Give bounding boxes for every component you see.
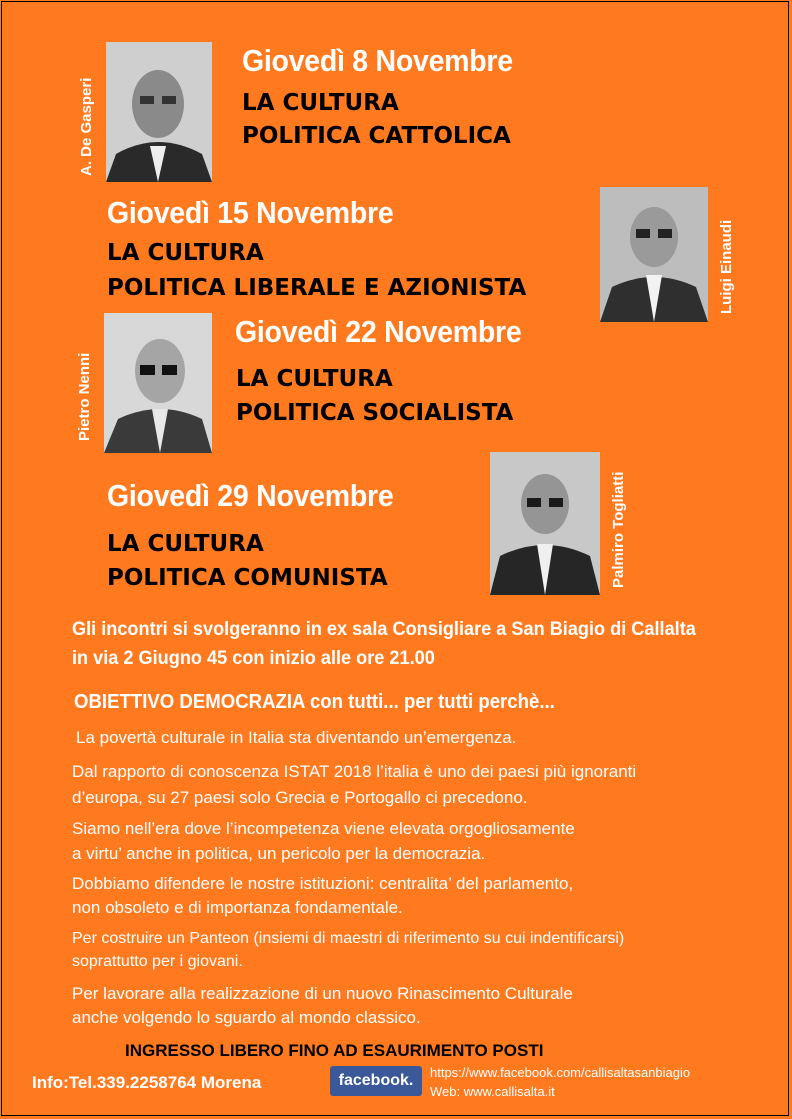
photo-nenni bbox=[104, 313, 212, 453]
photo-togliatti bbox=[490, 452, 600, 595]
photo-einaudi bbox=[600, 187, 708, 322]
event-2-date: Giovedì 15 Novembre bbox=[107, 195, 394, 230]
event-4-line2: POLITICA COMUNISTA bbox=[107, 565, 388, 591]
portrait-icon bbox=[106, 42, 212, 182]
event-1-line1: LA CULTURA bbox=[242, 90, 399, 116]
paragraph-5-line2: soprattutto per i giovani. bbox=[72, 953, 243, 970]
paragraph-2-line1: Dal rapporto di conoscenza ISTAT 2018 l’italia è uno dei paesi più ignoranti bbox=[72, 762, 637, 781]
headline: OBIETTIVO DEMOCRAZIA con tutti... per tutti perchè... bbox=[74, 691, 555, 713]
paragraph-5-line1: Per costruire un Panteon (insiemi di maestri di riferimento su cui indentificarsi) bbox=[72, 930, 625, 947]
portrait-icon bbox=[490, 452, 600, 595]
event-2-line1: LA CULTURA bbox=[107, 240, 264, 266]
venue-line2: in via 2 Giugno 45 con inizio alle ore 21.00 bbox=[72, 647, 435, 669]
event-1-line2: POLITICA CATTOLICA bbox=[242, 123, 511, 149]
label-nenni: Pietro Nenni bbox=[76, 352, 93, 441]
facebook-icon[interactable]: facebook. bbox=[330, 1066, 422, 1096]
event-3-line2: POLITICA SOCIALISTA bbox=[236, 400, 514, 426]
paragraph-6-line2: anche volgendo lo sguardo al mondo classico. bbox=[72, 1008, 421, 1027]
paragraph-1-line1: La povertà culturale in Italia sta diventando un’emergenza. bbox=[76, 728, 517, 747]
event-3-line1: LA CULTURA bbox=[236, 366, 393, 392]
website-link[interactable]: Web: www.callisalta.it bbox=[430, 1084, 555, 1099]
paragraph-2-line2: d’europa, su 27 paesi solo Grecia e Portogallo ci precedono. bbox=[72, 788, 528, 807]
event-1-date: Giovedì 8 Novembre bbox=[242, 43, 513, 78]
photo-de-gasperi bbox=[106, 42, 212, 182]
portrait-icon bbox=[104, 313, 212, 453]
ingresso-notice: INGRESSO LIBERO FINO AD ESAURIMENTO POSTI bbox=[125, 1041, 544, 1060]
event-3-date: Giovedì 22 Novembre bbox=[235, 314, 522, 349]
facebook-url-link[interactable]: https://www.facebook.com/callisaltasanbiagio bbox=[430, 1065, 691, 1080]
paragraph-3-line1: Siamo nell’era dove l’incompetenza viene elevata orgogliosamente bbox=[72, 819, 575, 838]
event-2-line2: POLITICA LIBERALE E AZIONISTA bbox=[107, 275, 527, 301]
event-4-date: Giovedì 29 Novembre bbox=[107, 478, 394, 513]
paragraph-6-line1: Per lavorare alla realizzazione di un nuovo Rinascimento Culturale bbox=[72, 984, 573, 1003]
info-phone: Info:Tel.339.2258764 Morena bbox=[32, 1073, 262, 1092]
label-de-gasperi: A. De Gasperi bbox=[78, 77, 95, 176]
event-4-line1: LA CULTURA bbox=[107, 531, 264, 557]
paragraph-4-line2: non obsoleto e di importanza fondamentale. bbox=[72, 898, 403, 917]
label-togliatti: Palmiro Togliatti bbox=[610, 471, 627, 588]
portrait-icon bbox=[600, 187, 708, 322]
paragraph-3-line2: a virtu’ anche in politica, un pericolo per la democrazia. bbox=[72, 844, 486, 863]
paragraph-4-line1: Dobbiamo difendere le nostre istituzioni: centralita’ del parlamento, bbox=[72, 874, 574, 893]
label-einaudi: Luigi Einaudi bbox=[718, 219, 735, 314]
venue-line1: Gli incontri si svolgeranno in ex sala Consigliare a San Biagio di Callalta bbox=[72, 618, 696, 640]
